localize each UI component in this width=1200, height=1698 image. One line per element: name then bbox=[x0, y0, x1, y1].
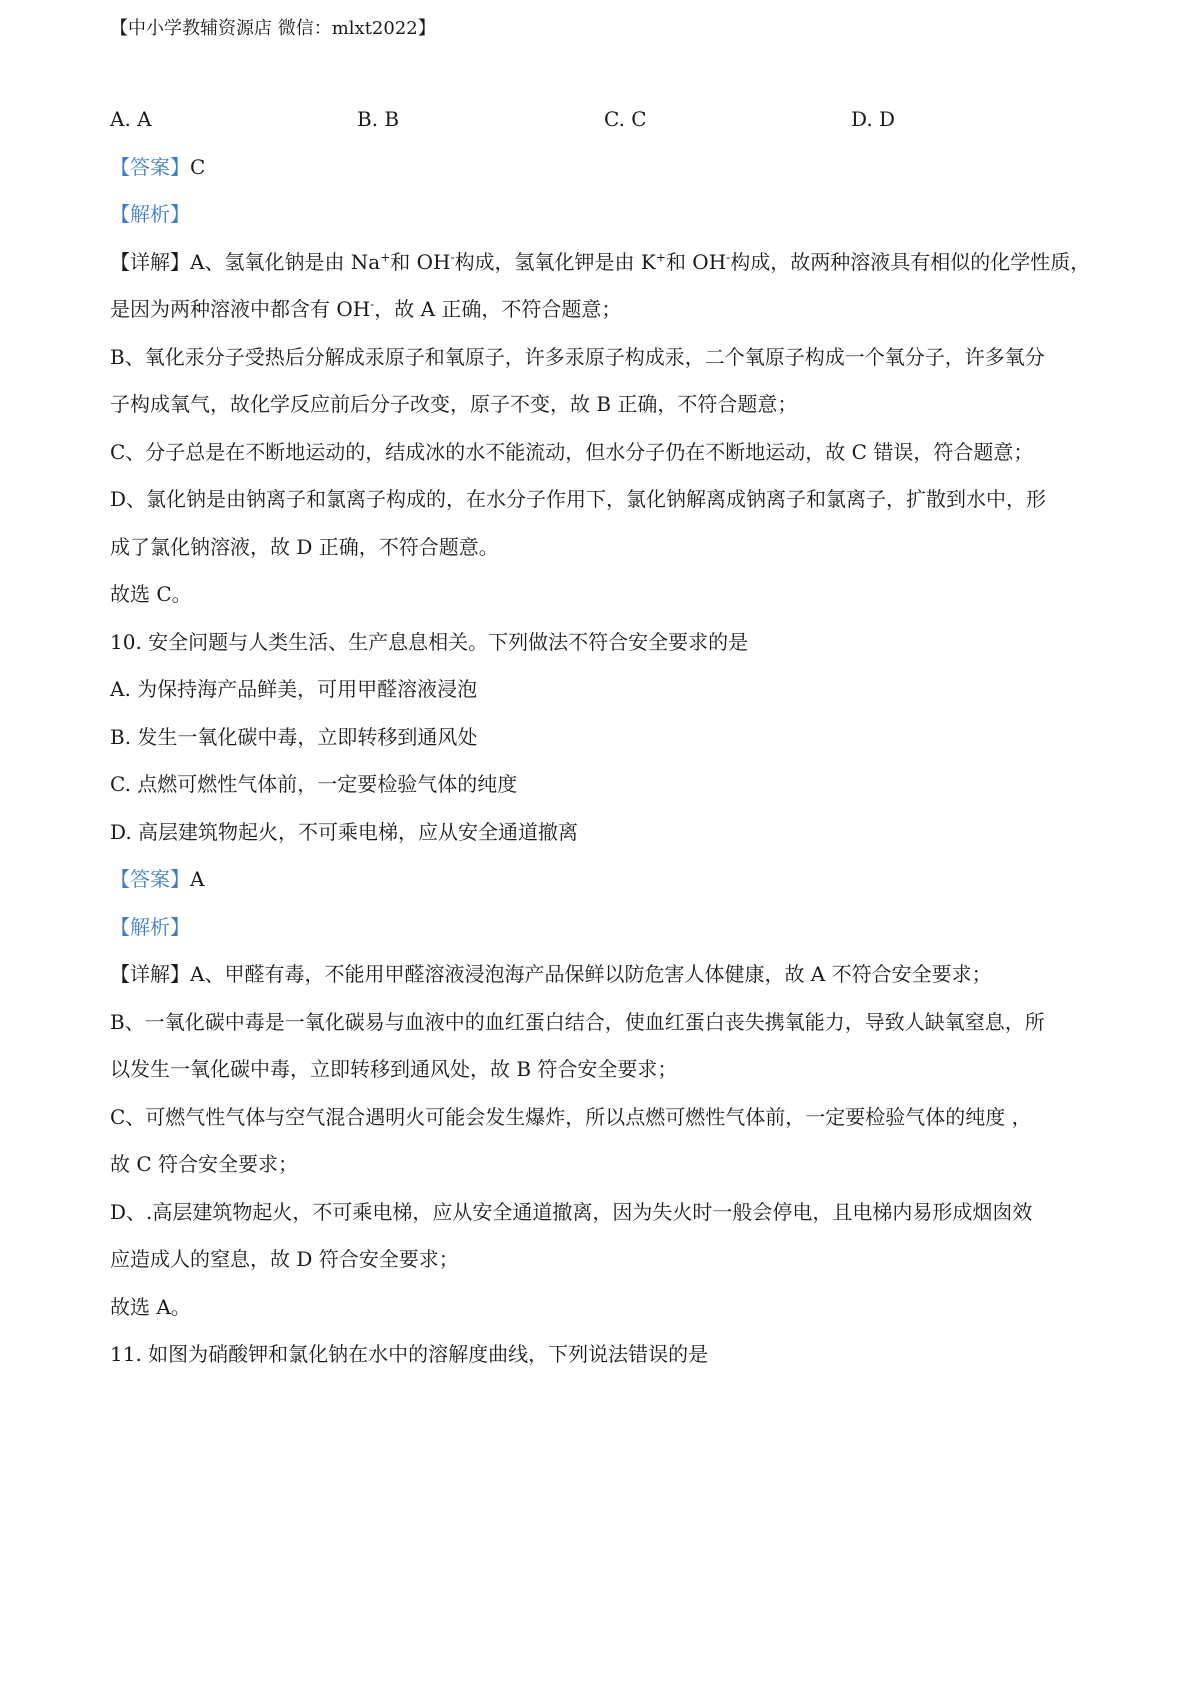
q9-c-line-1: C、分子总是在不断地运动的，结成冰的水不能流动，但水分子仍在不断地运动，故 C 错误，符合题意； bbox=[110, 439, 1034, 464]
q10-d-line-1: D、.高层建筑物起火，不可乘电梯，应从安全通道撤离，因为失火时一般会停电，且电梯内易形成烟囱效 bbox=[110, 1199, 1033, 1224]
superscript: - bbox=[370, 297, 375, 312]
q9-b-line-2: 子构成氧气，故化学反应前后分子改变，原子不变，故 B 正确，不符合题意； bbox=[110, 392, 798, 416]
text-run: 是因为两种溶液中都含有 OH bbox=[110, 297, 371, 321]
q10-c-line-2: 故 C 符合安全要求； bbox=[110, 1152, 299, 1176]
q9-answer bbox=[110, 144, 1100, 192]
q10-option-a: A. 为保持海产品鲜美，可用甲醛溶液浸泡 bbox=[110, 677, 478, 701]
detail-label: 【详解】 bbox=[110, 249, 190, 274]
q9-d-line-2: 成了氯化钠溶液，故 D 正确，不符合题意。 bbox=[110, 534, 499, 559]
q9-option-c: C. C bbox=[604, 107, 647, 131]
q10-analysis bbox=[110, 904, 1100, 952]
answer-label: 【答案】 bbox=[110, 867, 190, 891]
q10-b-line-2: 以发生一氧化碳中毒，立即转移到通风处，故 B 符合安全要求； bbox=[110, 1057, 678, 1081]
q9-option-b: B. B bbox=[357, 107, 400, 131]
q9-option-d: D. D bbox=[851, 107, 896, 131]
q10-answer bbox=[110, 856, 1100, 904]
q9-d-line-1: D、氯化钠是由钠离子和氯离子构成的，在水分子作用下，氯化钠解离成钠离子和氯离子，扩散到水中，形 bbox=[110, 487, 1047, 511]
text-run: 和 OH bbox=[665, 249, 727, 274]
analysis-label: 【解析】 bbox=[110, 202, 190, 226]
document-content bbox=[110, 96, 1100, 1379]
q10-option-d: D. 高层建筑物起火，不可乘电梯，应从安全通道撤离 bbox=[110, 819, 579, 844]
q10-b-line-1: B、一氧化碳中毒是一氧化碳易与血液中的血红蛋白结合，使血红蛋白丧失携氧能力，导致人缺氧窒息，所 bbox=[110, 1009, 1045, 1034]
superscript: + bbox=[380, 249, 391, 264]
text-run: ，故 A 正确，不符合题意； bbox=[374, 297, 622, 321]
q10-c-line-1: C、可燃气性气体与空气混合遇明火可能会发生爆炸，所以点燃可燃性气体前，一定要检验气体的纯度 ， bbox=[110, 1104, 1032, 1129]
superscript: - bbox=[450, 249, 455, 264]
q10-detail-line-1 bbox=[110, 951, 1100, 999]
q10-option-b: B. 发生一氧化碳中毒，立即转移到通风处 bbox=[110, 724, 478, 749]
q9-analysis bbox=[110, 191, 1100, 239]
answer-value: C bbox=[190, 154, 206, 179]
q9-detail-line-1 bbox=[110, 239, 1100, 287]
q10-conclusion: 故选 A。 bbox=[110, 1294, 191, 1319]
q9-b-line-1: B、氧化汞分子受热后分解成汞原子和氧原子，许多汞原子构成汞，二个氧原子构成一个氧分子，许多氧分 bbox=[110, 344, 1045, 369]
detail-label: 【详解】 bbox=[110, 962, 190, 986]
q9-options bbox=[110, 96, 1100, 144]
answer-value: A bbox=[190, 867, 205, 891]
q10-d-line-2: 应造成人的窒息，故 D 符合安全要求； bbox=[110, 1247, 459, 1271]
text-run: 和 OH bbox=[390, 249, 451, 274]
q9-conclusion: 故选 C。 bbox=[110, 582, 192, 606]
superscript: + bbox=[655, 249, 666, 264]
q10-option-c: C. 点燃可燃性气体前，一定要检验气体的纯度 bbox=[110, 772, 518, 796]
q10-question: 10. 安全问题与人类生活、生产息息相关。下列做法不符合安全要求的是 bbox=[110, 629, 749, 654]
q9-option-a: A. A bbox=[110, 107, 152, 131]
q9-detail-line-2 bbox=[110, 286, 1100, 334]
text-run: 构成，氢氧化钾是由 K bbox=[454, 249, 656, 274]
q11-question: 11. 如图为硝酸钾和氯化钠在水中的溶解度曲线，下列说法错误的是 bbox=[110, 1342, 709, 1366]
page-header: 【中小学教辅资源店 微信：mlxt2022】 bbox=[110, 18, 436, 39]
text-run: A、氢氧化钠是由 Na bbox=[190, 249, 381, 274]
text-run: 构成，故两种溶液具有相似的化学性质， bbox=[730, 249, 1091, 274]
text-run: A、甲醛有毒，不能用甲醛溶液浸泡海产品保鲜以防危害人体健康，故 A 不符合安全要求； bbox=[190, 962, 992, 986]
superscript: - bbox=[726, 249, 731, 264]
analysis-label: 【解析】 bbox=[110, 914, 190, 939]
answer-label: 【答案】 bbox=[110, 154, 190, 179]
